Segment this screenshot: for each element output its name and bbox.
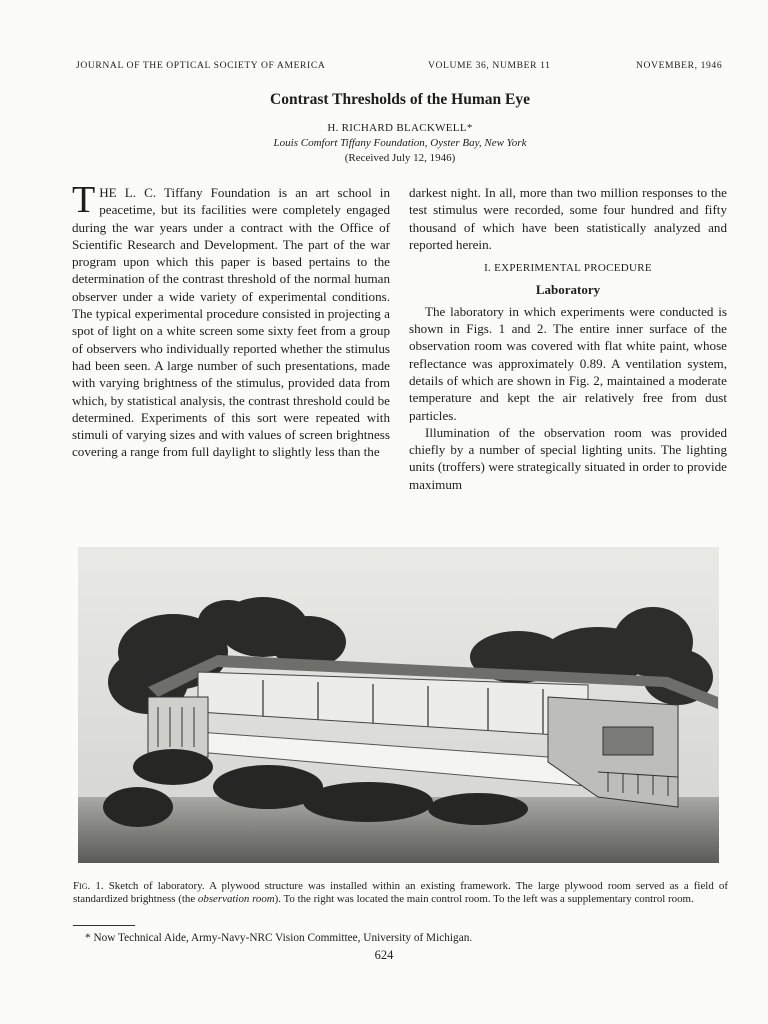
control-equipment bbox=[603, 727, 653, 755]
paragraph-2: The laboratory in which experiments were conducted is shown in Figs. 1 and 2. The entire inner surface of the observation room was covered with flat white paint, whose reflectance was approximately 0.89. A ventilation system, details of which are shown in Fig. 2, maintained a moderate temperature and kept the air relatively free from dust particles. bbox=[409, 303, 727, 423]
paragraph-1-continued: darkest night. In all, more than two million responses to the test stimulus were recorded, some four hundred and fifty thousand of which have been statistically analyzed and reported herein. bbox=[409, 185, 727, 252]
left-control-room bbox=[148, 697, 208, 757]
paragraph-1 bbox=[72, 179, 390, 461]
author-name: H. RICHARD BLACKWELL* bbox=[327, 122, 473, 134]
paragraph-1-text: HE L. C. Tiffany Foundation is an art school in peacetime, but its facilities were completely engaged during the war years under a contract with the Office of Scientific Research and Development. The part of the war program upon which this paper is based pertains to the determination of the contrast threshold of the normal human observer under a wide variety of experimental conditions. The typical experimental procedure consisted in projecting a spot of light on a white screen some sixty feet from a group of observers who individually reported whether the stimulus had been seen. A large number of such presentations, made with varying brightness of the stimulus, provided data from which, by statistical analysis, the contrast threshold could be determined. Experiments of this sort were repeated with stimuli of varying sizes and with values of screen brightness covering a range from full daylight to slightly less than the bbox=[72, 185, 390, 460]
subsection-heading: Laboratory bbox=[535, 282, 601, 298]
article-title: Contrast Thresholds of the Human Eye bbox=[270, 91, 530, 108]
caption-text-a: Sketch of laboratory. A plywood structure was installed within an existing framework. The large plywood room served as a field of standardized brightness (the bbox=[73, 880, 728, 905]
caption-text-b: ). To the right was located the main control room. To the left was a supplementary control room. bbox=[274, 892, 694, 905]
paragraph-3: Illumination of the observation room was provided chiefly by a number of special lighting units. The lighting units (troffers) were strategically situated in order to provide maximum bbox=[409, 424, 727, 492]
issue-date: NOVEMBER, 1946 bbox=[636, 60, 723, 71]
journal-name: JOURNAL OF THE OPTICAL SOCIETY OF AMERICA bbox=[76, 60, 326, 71]
page-number: 624 bbox=[374, 948, 394, 962]
footnote-rule bbox=[73, 925, 135, 926]
author-affiliation: Louis Comfort Tiffany Foundation, Oyster Bay, New York bbox=[273, 137, 527, 149]
section-heading: I. EXPERIMENTAL PROCEDURE bbox=[484, 262, 652, 275]
drop-cap: T bbox=[72, 179, 96, 221]
figure-label: Fig. 1. bbox=[73, 880, 104, 892]
figure-caption bbox=[73, 880, 728, 905]
right-column bbox=[409, 184, 727, 493]
caption-italic: observation room bbox=[197, 892, 275, 905]
volume-number: VOLUME 36, NUMBER 11 bbox=[428, 60, 551, 71]
footnote: * Now Technical Aide, Army-Navy-NRC Vision Committee, University of Michigan. bbox=[85, 932, 473, 944]
received-date: (Received July 12, 1946) bbox=[344, 152, 456, 164]
left-column bbox=[72, 179, 390, 461]
laboratory-sketch-figure bbox=[78, 547, 719, 863]
